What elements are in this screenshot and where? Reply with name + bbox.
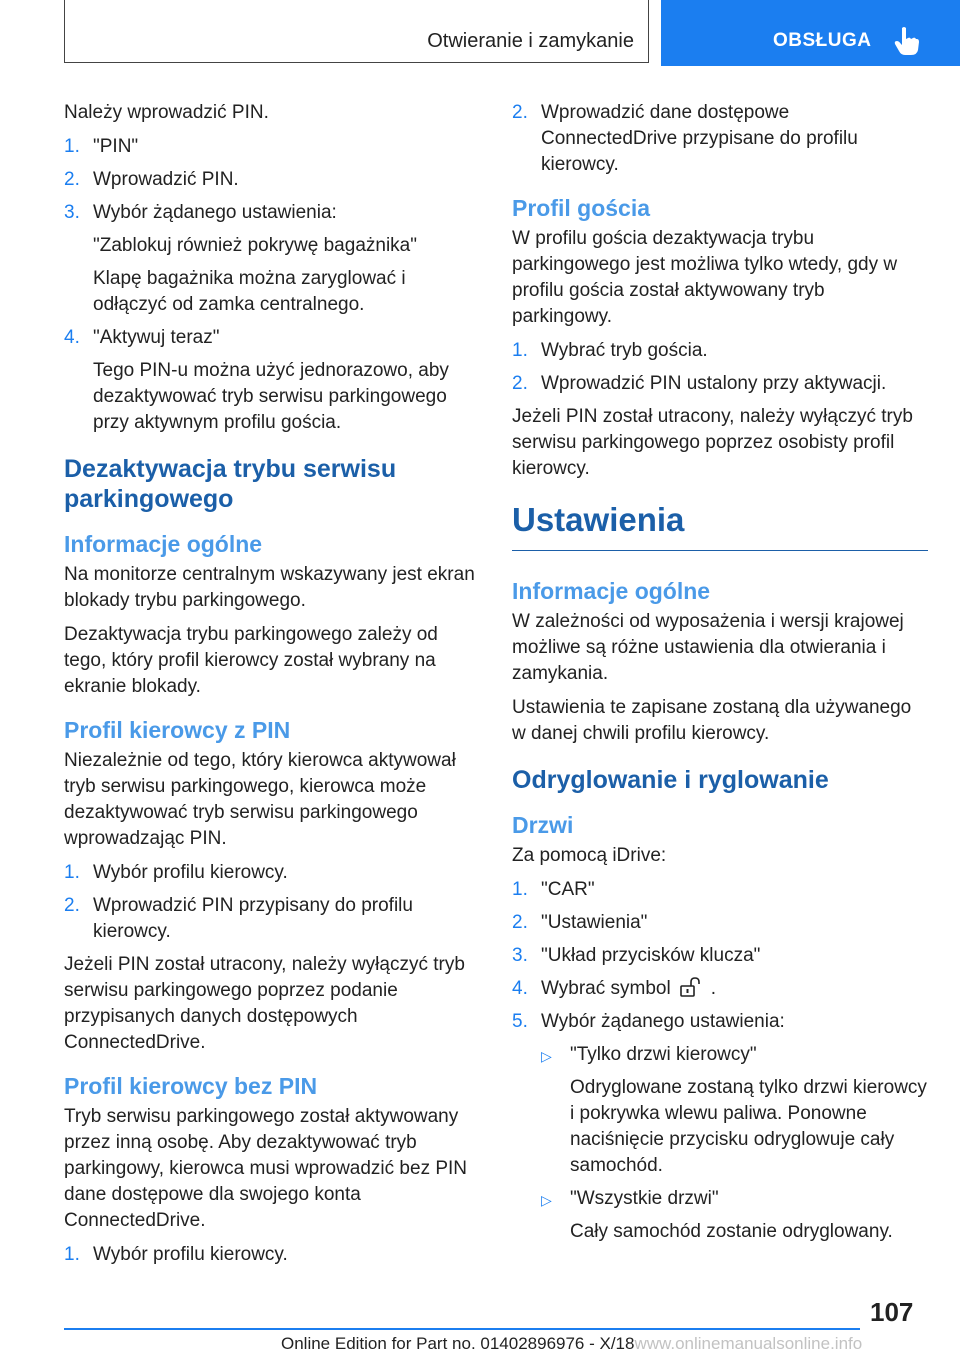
list-text: Wybór żądanego ustawienia: [541, 1011, 785, 1032]
chapter-tab [661, 0, 960, 66]
heading-general-info: Informacje ogólne [512, 578, 711, 604]
paragraph: Jeżeli PIN został utracony, należy wyłączyć tryb serwisu parkingowego poprzez osobisty profil kierowcy. [512, 406, 913, 479]
list-item [64, 1242, 478, 1268]
list-item [512, 877, 928, 903]
list-text: Wybrać tryb gościa. [541, 340, 708, 361]
paragraph: W zależności od wyposażenia i wersji krajowej możliwe są różne ustawienia dla otwierania i zamykania. [512, 611, 904, 684]
list-number: 2. [512, 102, 528, 123]
heading-doors: Drzwi [512, 812, 574, 838]
paragraph: Za pomocą iDrive: [512, 845, 667, 866]
list-item [64, 325, 478, 436]
paragraph: Tryb serwisu parkingowego został aktywowany przez inną osobę. Aby dezaktywować tryb parkingowy, kierowca musi wprowadzić bez PIN dane dostępowe dla swojego konta ConnectedDrive. [64, 1106, 468, 1231]
heading-deactivation: Dezaktywacja trybu serwisu parkingowego [64, 455, 397, 513]
right-column [512, 100, 928, 1259]
list-text: Wprowadzić PIN ustalony przy aktywacji. [541, 373, 887, 394]
left-column [64, 100, 478, 1275]
list-text: "Układ przycisków klucza" [541, 945, 761, 966]
list-number: 4. [64, 327, 80, 348]
paragraph: Niezależnie od tego, który kierowca aktywował tryb serwisu parkingowego, kierowca może dezaktywować tryb serwisu parkingowego wprowadzając PIN. [64, 750, 456, 849]
list-text: "CAR" [541, 879, 595, 900]
sub-list-item [541, 1042, 928, 1179]
heading-settings: Ustawienia [512, 500, 928, 551]
list-number: 3. [512, 945, 528, 966]
list-item [512, 1009, 928, 1252]
paragraph: Ustawienia te zapisane zostaną dla używanego w danej chwili profilu kierowcy. [512, 697, 912, 744]
list-number: 2. [512, 373, 528, 394]
page-header [0, 0, 960, 66]
list-number: 1. [512, 879, 528, 900]
list-number: 2. [64, 895, 80, 916]
section-title: Otwieranie i zamykanie [427, 30, 634, 52]
heading-general-info: Informacje ogólne [64, 531, 263, 557]
watermark-text: www.onlinemanualsonline.info [634, 1334, 863, 1353]
sub-list-item [541, 1186, 928, 1245]
list-number: 1. [64, 862, 80, 883]
list-option: "Aktywuj teraz" [93, 327, 220, 348]
list-item [64, 134, 478, 160]
list-item [64, 893, 478, 945]
list-text: Wybór profilu kierowcy. [93, 862, 288, 883]
list-item [512, 100, 928, 178]
list-number: 4. [512, 978, 528, 999]
list-item [512, 910, 928, 936]
hand-pointer-icon [894, 26, 920, 56]
list-text: Wprowadzić PIN przypisany do profilu kierowcy. [93, 895, 413, 942]
sub-description: Cały samochód zostanie odryglowany. [570, 1221, 893, 1242]
sub-description: Odryglowane zostaną tylko drzwi kierowcy i pokrywka wlewu paliwa. Ponowne naciśnięcie przycisku odryglowuje cały samochód. [570, 1077, 927, 1176]
list-number: 1. [64, 136, 80, 157]
paragraph: Na monitorze centralnym wskazywany jest ekran blokady trybu parkingowego. [64, 564, 475, 611]
list-text-before: Wybrać symbol [541, 978, 671, 999]
list-number: 1. [512, 340, 528, 361]
list-text: Wprowadzić PIN. [93, 169, 239, 190]
list-text: Wprowadzić dane dostępowe ConnectedDrive przypisane do profilu kierowcy. [541, 102, 858, 175]
list-item [512, 371, 928, 397]
list-item [64, 167, 478, 193]
paragraph: W profilu gościa dezaktywacja trybu parkingowego jest możliwa tylko wtedy, gdy w profilu gościa został aktywowany tryb parkingowy. [512, 228, 898, 327]
list-item [64, 860, 478, 886]
footer-divider [64, 1328, 860, 1330]
list-text: "Ustawienia" [541, 912, 648, 933]
list-text: Wybór profilu kierowcy. [93, 1244, 288, 1265]
list-number: 2. [64, 169, 80, 190]
list-item [512, 976, 928, 1002]
list-option: "Zablokuj również pokrywę bagażnika" [93, 235, 417, 256]
list-item [512, 943, 928, 969]
list-item [64, 200, 478, 318]
list-text [541, 976, 928, 1002]
paragraph: Jeżeli PIN został utracony, należy wyłączyć tryb serwisu parkingowego poprzez podanie przypisanych danych dostępowych ConnectedDrive. [64, 954, 465, 1053]
intro-text: Należy wprowadzić PIN. [64, 102, 269, 123]
heading-driver-without-pin: Profil kierowcy bez PIN [64, 1073, 318, 1099]
heading-guest-profile: Profil gościa [512, 195, 651, 221]
list-text: "PIN" [93, 136, 139, 157]
edition-text: Online Edition for Part no. 01402896976 - X/18 [281, 1334, 635, 1353]
triangle-bullet-icon: ▷ [541, 1048, 552, 1064]
heading-driver-with-pin: Profil kierowcy z PIN [64, 717, 291, 743]
list-item [512, 338, 928, 364]
section-title-box [64, 0, 649, 63]
chapter-tab-label: OBSŁUGA [773, 30, 872, 51]
footer-text [281, 1334, 862, 1354]
sub-option: "Tylko drzwi kierowcy" [570, 1044, 757, 1065]
sub-option: "Wszystkie drzwi" [570, 1188, 719, 1209]
list-description: Klapę bagażnika można zaryglować i odłączyć od zamka centralnego. [93, 268, 406, 315]
list-number: 1. [64, 1244, 80, 1265]
unlock-symbol-icon [679, 977, 705, 997]
heading-unlock-lock: Odryglowanie i ryglowanie [512, 766, 829, 794]
page-number: 107 [870, 1297, 914, 1327]
list-text: Wybór żądanego ustawienia: [93, 202, 337, 223]
list-description: Tego PIN-u można użyć jednorazowo, aby dezaktywować tryb serwisu parkingowego przy aktywnym profilu gościa. [93, 360, 449, 433]
paragraph: Dezaktywacja trybu parkingowego zależy od tego, który profil kierowcy został wybrany na ekranie blokady. [64, 624, 438, 697]
list-number: 2. [512, 912, 528, 933]
triangle-bullet-icon: ▷ [541, 1192, 552, 1208]
list-number: 5. [512, 1011, 528, 1032]
list-text-after: . [710, 978, 716, 999]
list-number: 3. [64, 202, 80, 223]
